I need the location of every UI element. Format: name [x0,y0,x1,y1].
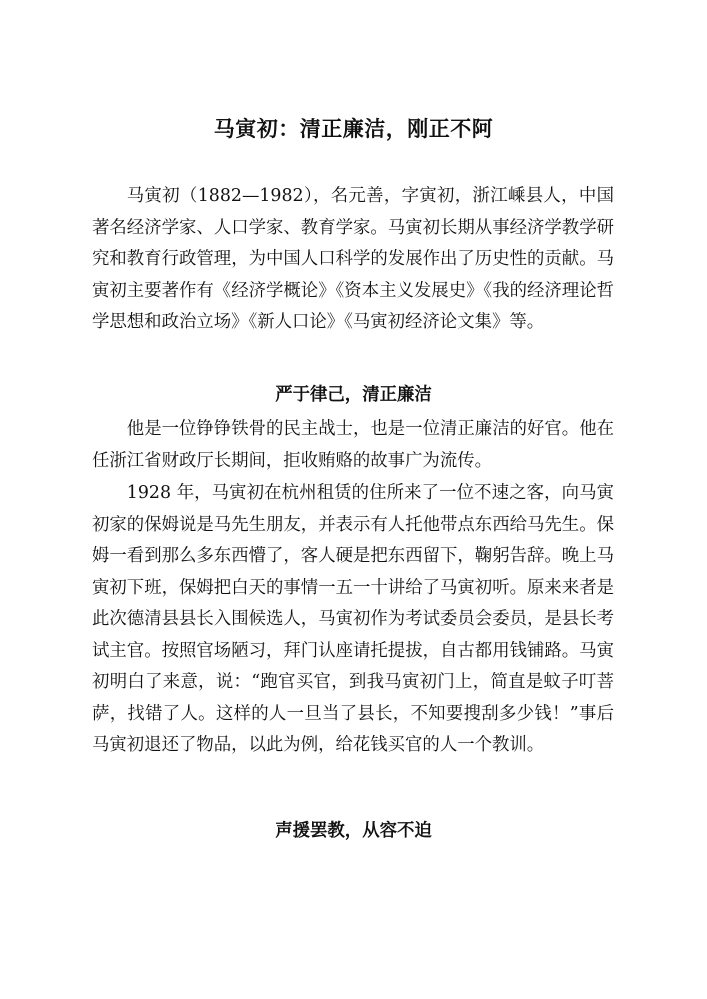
section-heading-2: 声援罢教，从容不迫 [275,821,432,841]
section-1-paragraph-1: 他是一位铮铮铁骨的民主战士，也是一位清正廉洁的好官。他在任浙江省财政厅长期间，拒收贿赂的故事广为流传。 [92,419,614,471]
intro-paragraph: 马寅初（1882—1982），名元善，字寅初，浙江嵊县人，中国著名经济学家、人口学家、教育学家。马寅初长期从事经济学教学研究和教育行政管理，为中国人口科学的发展作出了历史性的贡献。马寅初主要著作有《经济学概论》《资本主义发展史》《我的经济理论哲学思想和政治立场》《新人口论》《马寅初经济论文集》等。 [92,186,614,332]
section-heading-1: 严于律己，清正廉洁 [275,385,432,405]
document-title: 马寅初：清正廉洁，刚正不阿 [213,116,494,141]
section-1-paragraph-2: 1928 年，马寅初在杭州租赁的住所来了一位不速之客，向马寅初家的保姆说是马先生朋友，并表示有人托他带点东西给马先生。保姆一看到那么多东西懵了，客人硬是把东西留下，鞠躬告辞。晚上马寅初下班，保姆把白天的事情一五一十讲给了马寅初听。原来来者是此次德清县县长入围候选人，马寅初作为考试委员会委员，是县长考试主官。按照官场陋习，拜门认座请托提拔，自古都用钱铺路。马寅初明白了来意，说：“跑官买官，到我马寅初门上，简直是蚊子叮菩萨，找错了人。这样的人一旦当了县长，不知要搜刮多少钱！”事后马寅初退还了物品，以此为例，给花钱买官的人一个教训。 [92,483,614,755]
